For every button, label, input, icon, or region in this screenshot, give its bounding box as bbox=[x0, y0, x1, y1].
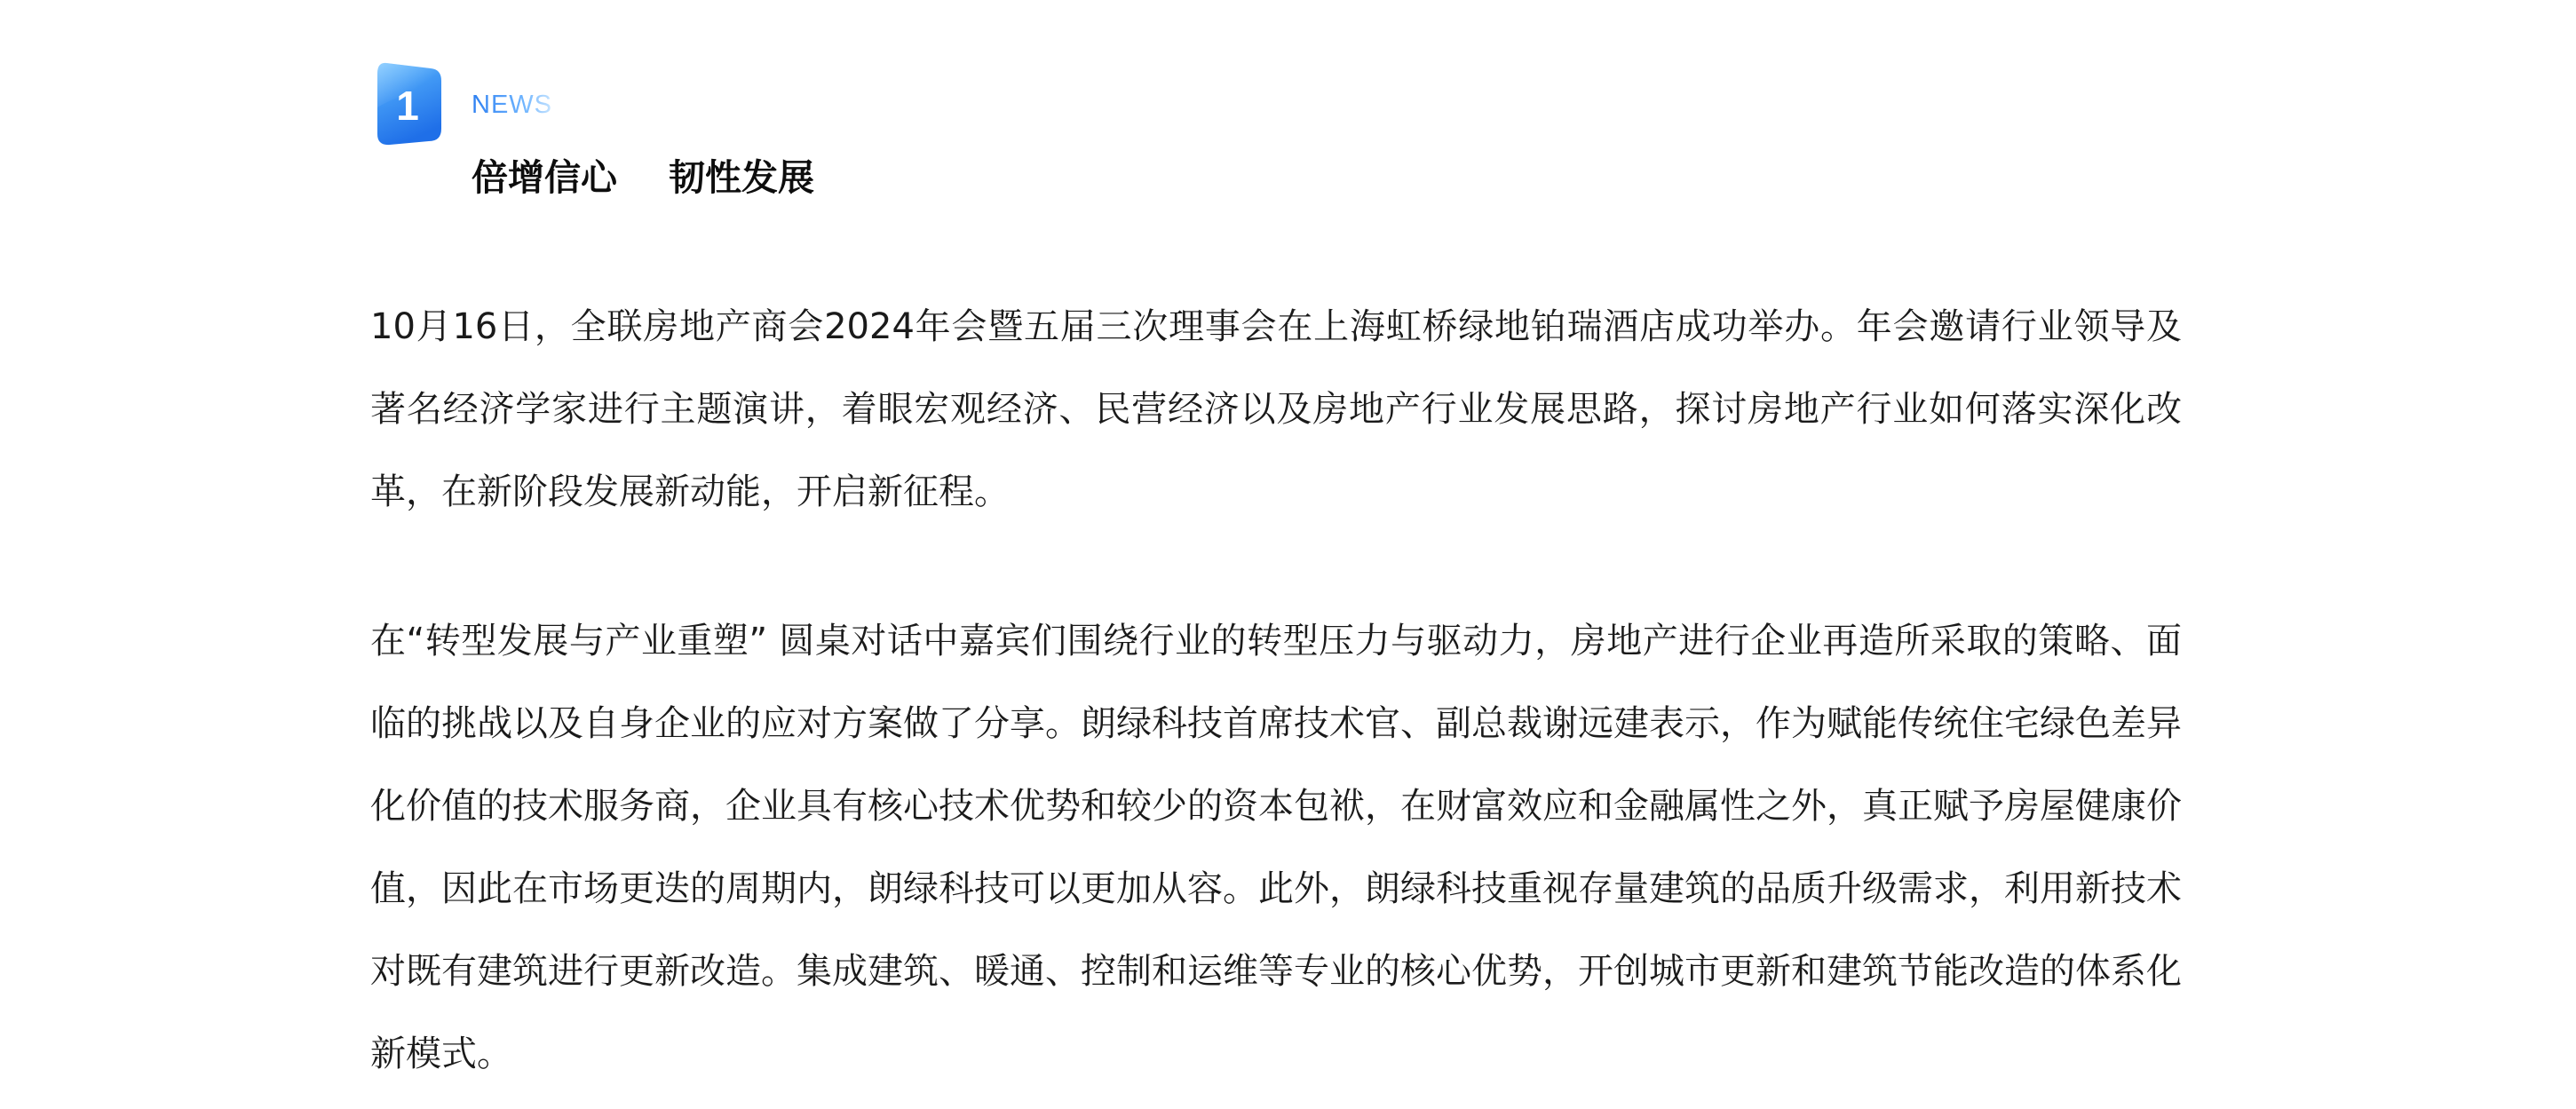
headline-part-2: 韧性发展 bbox=[669, 156, 814, 199]
article-paragraph: 10月16日，全联房地产商会2024年会暨五届三次理事会在上海虹桥绿地铂瑞酒店成功举办。年会邀请行业领导及著名经济学家进行主题演讲，着眼宏观经济、民营经济以及房地产行业发展思路，探讨房地产行业如何落实深化改革，在新阶段发展新动能，开启新征程。 bbox=[370, 306, 2182, 512]
headline-part-1: 倍增信心 bbox=[472, 156, 617, 199]
article-headline bbox=[472, 153, 814, 202]
number-badge-icon bbox=[374, 61, 445, 147]
news-label: NEWS bbox=[472, 91, 552, 119]
badge-number: 1 bbox=[396, 83, 419, 129]
article-paragraph: 在“转型发展与产业重塑” 圆桌对话中嘉宾们围绕行业的转型压力与驱动力，房地产进行企业再造所采取的策略、面临的挑战以及自身企业的应对方案做了分享。朗绿科技首席技术官、副总裁谢远建表示，作为赋能传统住宅绿色差异化价值的技术服务商，企业具有核心技术优势和较少的资本包袱，在财富效应和金融属性之外，真正赋予房屋健康价值，因此在市场更迭的周期内，朗绿科技可以更加从容。此外，朗绿科技重视存量建筑的品质升级需求，利用新技术对既有建筑进行更新改造。集成建筑、暖通、控制和运维等专业的核心优势，开创城市更新和建筑节能改造的体系化新模式。 bbox=[370, 621, 2182, 1074]
news-number-badge bbox=[374, 61, 445, 147]
article-body bbox=[370, 286, 2182, 1096]
